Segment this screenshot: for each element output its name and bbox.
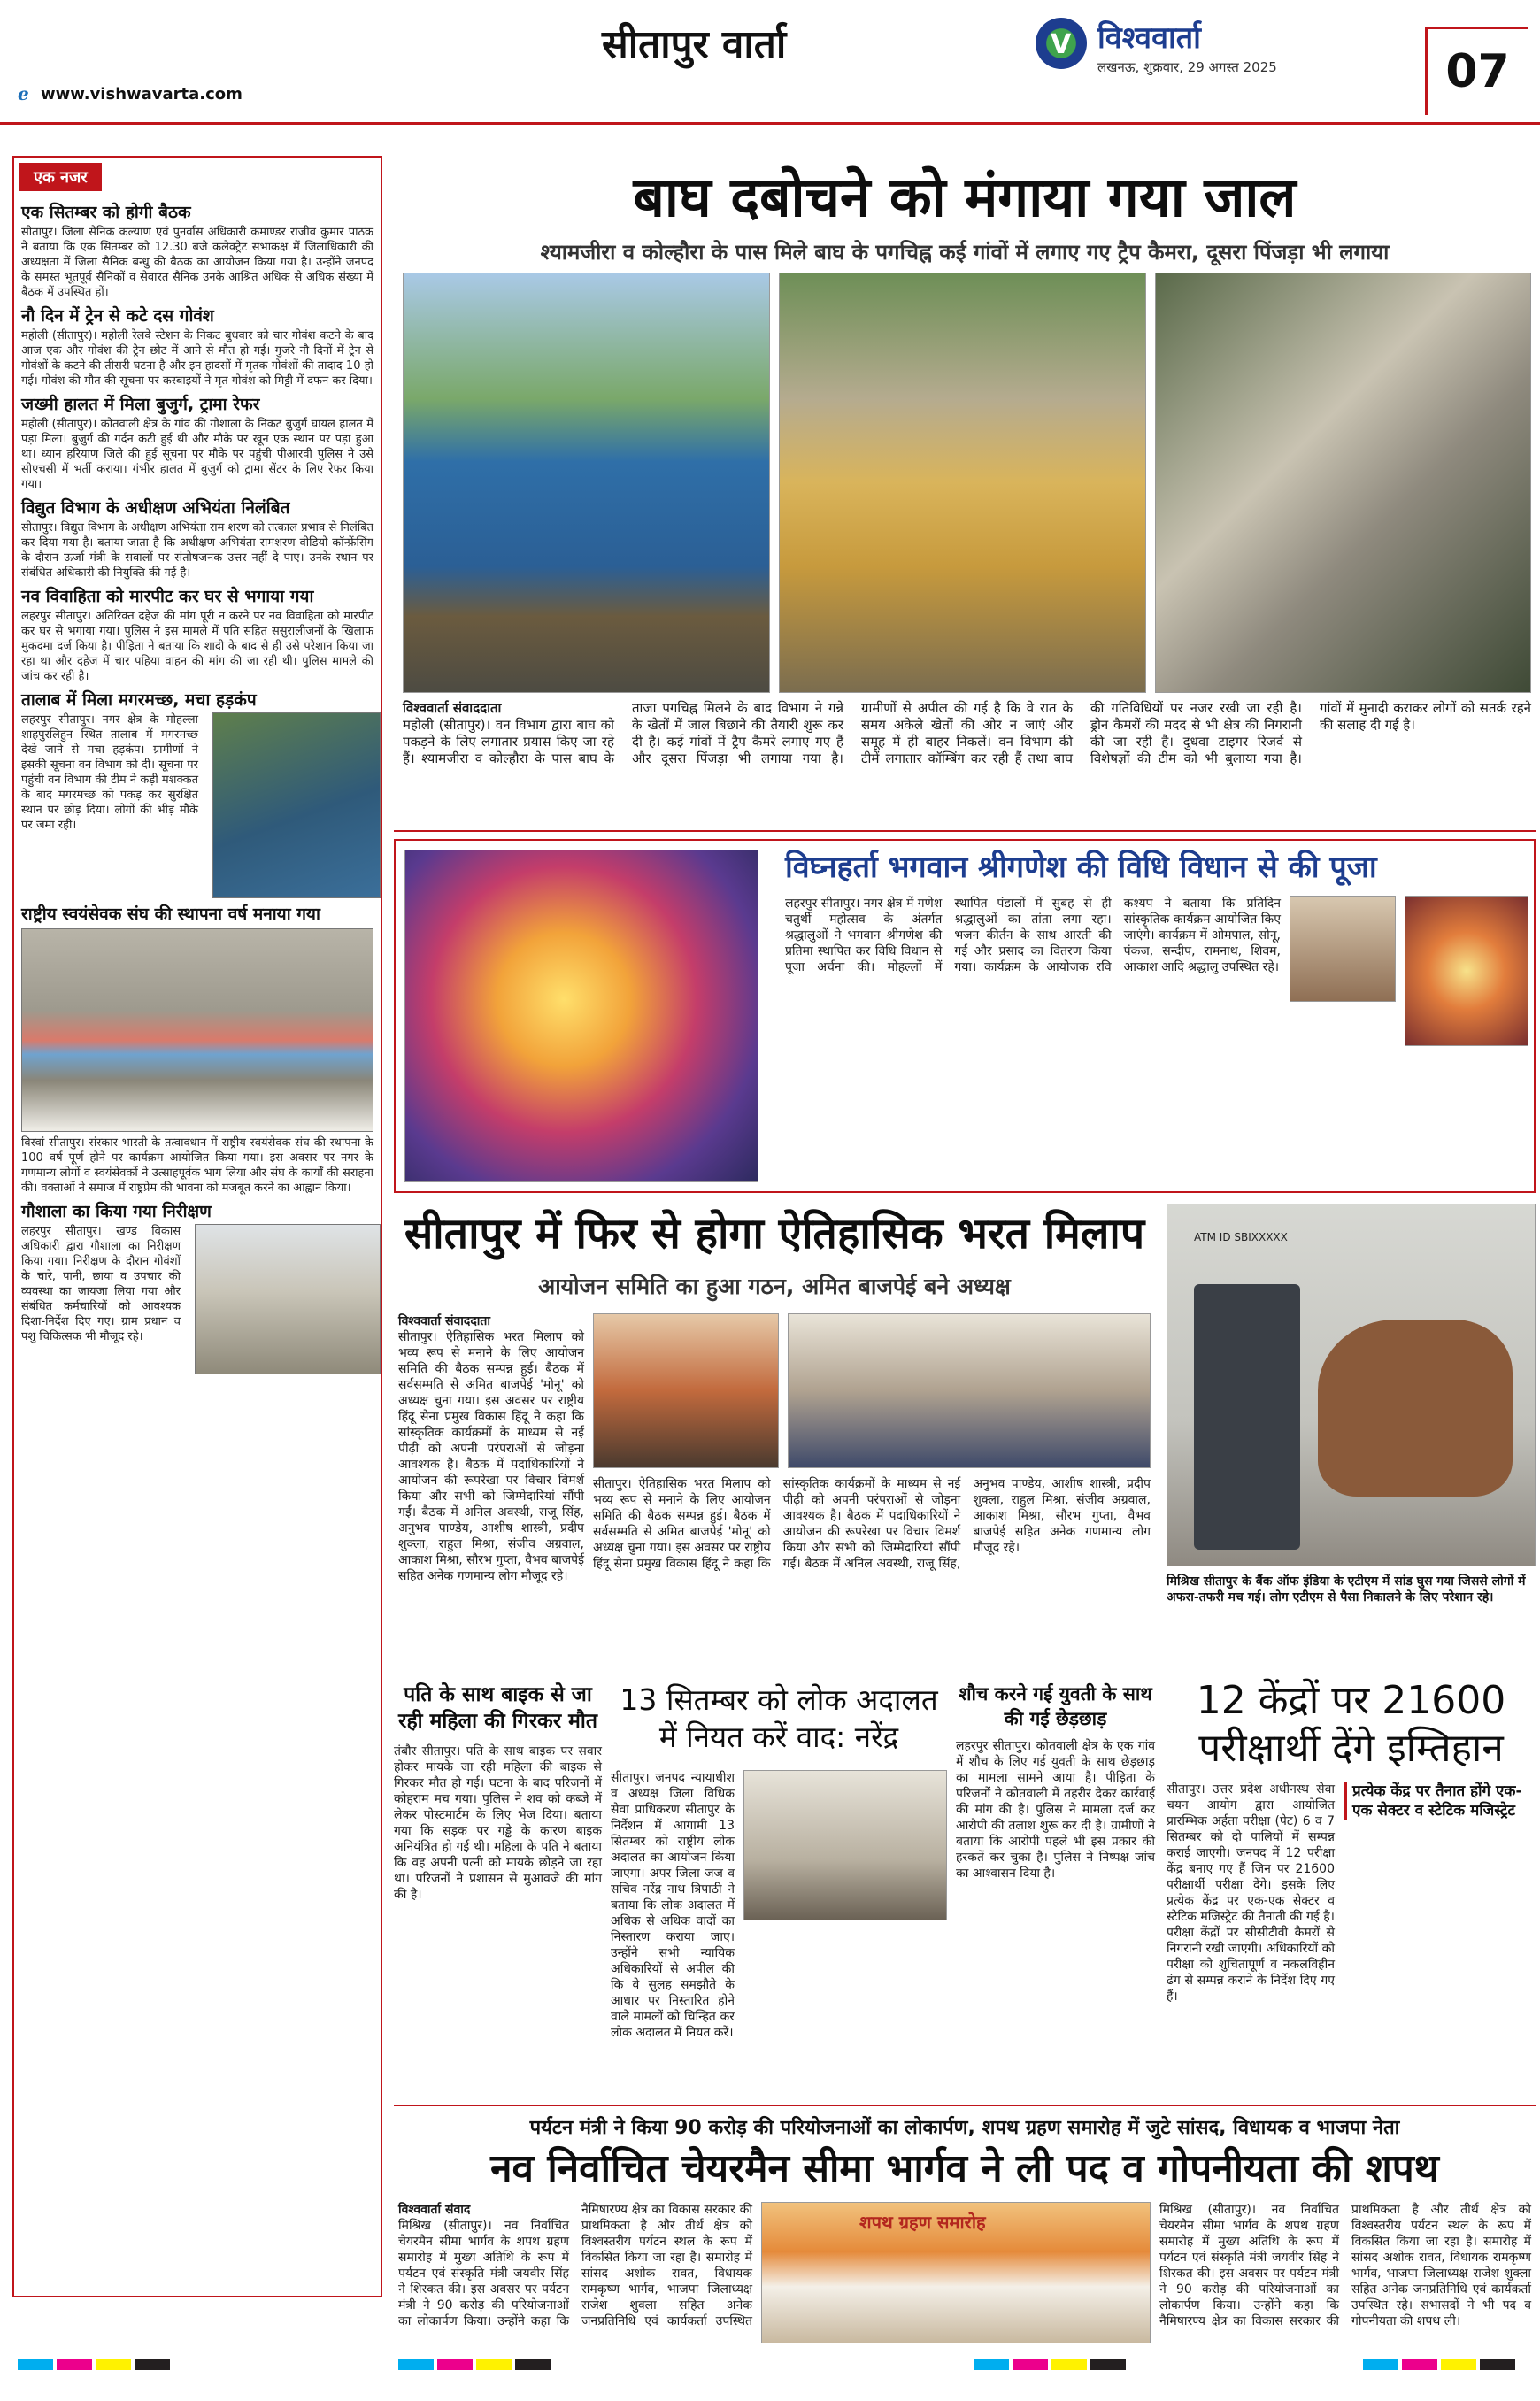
story-body: लहरपुर सीतापुर। कोतवाली क्षेत्र के एक गांव में शौच के लिए गई युवती के साथ छेड़छाड़ का मामला सामने आया है। पीड़िता के परिजनों ने कोतवाली में तहरीर देकर कार्रवाई की मांग की है। पुलिस ने मामला दर्ज कर आरोपी की तलाश शुरू कर दी है। ग्रामीणों ने बताया कि आरोपी पहले भी इस प्रकार की हरकतें कर चुका है। पुलिस ने निष्पक्ष जांच का आश्वासन दिया है। — [956, 1739, 1155, 1881]
brief-body: महोली (सीतापुर)। महोली रेलवे स्टेशन के निकट बुधवार को चार गोवंश कटने के बाद आज एक और गोवंश की ट्रेन छोट में आने से मौत हो गई। गुजरे नौ दिनों में ट्रेन से गोवंशों के कटने की तीसरी घटना है और इन हादसों में मृतक गोवंशों की तादाद 10 हो गई। गोवंश की मौत की सूचना पर कस्बाइयों ने मृत गोवंश को मिट्टी में दफन कर दिया। — [21, 329, 373, 388]
brief-1 — [14, 202, 381, 300]
story-bike-death — [394, 1681, 602, 2097]
oath-ceremony-photo — [761, 2202, 1151, 2343]
story-body-cont: मिश्रिख (सीतापुर)। नव निर्वाचित चेयरमैन सीमा भार्गव के शपथ ग्रहण समारोह में मुख्य अतिथि के रूप में पर्यटन एवं संस्कृति मंत्री जयवीर सिंह ने शिरकत की। इस अवसर पर पर्यटन मंत्री ने 90 करोड़ की परियोजनाओं का लोकार्पण किया। उन्होंने कहा कि नैमिषारण्य क्षेत्र का विकास सरकार की प्राथमिकता है और तीर्थ क्षेत्र को विश्वस्तरीय पर्यटन स्थल के रूप में विकसित किया जा रहा है। समारोह में सांसद अशोक रावत, विधायक रामकृष्ण भार्गव, भाजपा जिलाध्यक्ष राजेश शुक्ला सहित अनेक जनप्रतिनिधि एवं कार्यकर्ता उपस्थित रहे। सभासदों ने भी पद व गोपनीयता की शपथ ली। — [1159, 2203, 1531, 2328]
story-text: महोली (सीतापुर)। वन विभाग द्वारा बाघ को पकड़ने के लिए लगातार प्रयास किए जा रहे हैं। श्यामजीरा व कोल्हौरा के पास बाघ के ताजा पगचिह्न मिलने के बाद विभाग ने गन्ने के खेतों में जाल बिछाने की तैयारी शुरू कर दी है। कई गांवों में ट्रैप कैमरे लगाए गए हैं और दूसरा पिंजड़ा भी लगाया गया है। ग्रामीणों से अपील की गई है कि वे रात के समय अकेले खेतों की ओर न जाएं और समूह में ही बाहर निकलें। वन विभाग की टीमें लगातार कॉम्बिंग कर रही हैं तथा बाघ की गतिविधियों पर नजर रखी जा रही है। ड्रोन कैमरों की मदद से भी क्षेत्र की निगरानी की जा रही है। दुधवा टाइगर रिजर्व से विशेषज्ञों की टीम को भी बुलाया गया है। गांवों में मुनादी कराकर लोगों को सतर्क रहने की सलाह दी गई है। — [403, 700, 1531, 766]
lok-adalat-photo — [743, 1770, 947, 1920]
brief-5 — [14, 586, 381, 684]
brief-headline: एक सितम्बर को होगी बैठक — [21, 203, 191, 222]
brief-body: लहरपुर सीतापुर। नगर क्षेत्र के मोहल्ला शाहपुरलिहुन स्थित तालाब में मगरमच्छ देखे जाने से मचा हड़कंप। ग्रामीणों ने इसकी सूचना वन विभाग को दी। सूचना पर पहुंची वन विभाग की टीम ने कड़ी मशक्कत के बाद मगरमच्छ को पकड़ कर सुरक्षित स्थान पर छोड़ दिया। लोगों की भीड़ मौके पर जमा रही। — [21, 713, 198, 832]
felicitation-photo — [593, 1313, 779, 1468]
story-body: सीतापुर। जनपद न्यायाधीश व अध्यक्ष जिला विधिक सेवा प्राधिकरण सीतापुर के निर्देशन में आगामी 13 सितम्बर को राष्ट्रीय लोक अदालत का आयोजन किया जाएगा। अपर जिला जज व सचिव नरेंद्र नाथ त्रिपाठी ने बताया कि लोक अदालत में अधिक से अधिक वादों का निस्तारण कराया जाए। उन्होंने सभी न्यायिक अधिकारियों से अपील की कि वे सुलह समझौते के आधार पर निस्तारित होने वाले मामलों को चिन्हित कर लोक अदालत में नियत करें। — [611, 1771, 735, 2040]
page-number-box — [1425, 27, 1528, 115]
brief-headline: नौ दिन में ट्रेन से कटे दस गोवंश — [21, 306, 214, 326]
masthead — [0, 0, 1540, 115]
brief-4 — [14, 497, 381, 581]
brief-body: महोली (सीतापुर)। कोतवाली क्षेत्र के गांव की गौशाला के निकट बुजुर्ग घायल हालत में पड़ा मिला। बुजुर्ग की गर्दन कटी हुई थी और मौके पर खून एक स्थान पर पड़ा हुआ था। ध्यान हरियाण जिले की हुई सूचना पर मौके पर पहुंची पीआरवी पुलिस ने उसे सीएचसी में भर्ती कराया। गंभीर हालत में बुजुर्ग को ट्रामा सेंटर के लिए रेफर किया गया। — [21, 418, 373, 491]
brief-body: लहरपुर सीतापुर। खण्ड विकास अधिकारी द्वारा गौशाला का निरीक्षण किया गया। निरीक्षण के दौरान गोवंशों के चारे, पानी, छाया व उपचार की व्यवस्था का जायजा लिया गया और संबंधित कर्मचारियों को आवश्यक दिशा-निर्देश दिए गए। ग्राम प्रधान व पशु चिकित्सक भी मौजूद रहे। — [21, 1225, 181, 1343]
trap-cage-photo — [403, 273, 770, 693]
brief-2 — [14, 305, 381, 389]
story-headline: 12 केंद्रों पर 21600 परीक्षार्थी देंगे इम्तिहान — [1196, 1678, 1506, 1771]
header-rule — [0, 122, 1540, 125]
story-atm — [1167, 1204, 1536, 1664]
brief-7 — [14, 904, 381, 1196]
story-banner: पर्यटन मंत्री ने किया 90 करोड़ की परियोजनाओं का लोकार्पण, शपथ ग्रहण समारोह में जुटे सांसद, विधायक व भाजपा नेता — [529, 2117, 1400, 2139]
story-molestation — [956, 1681, 1155, 2097]
left-label: एक नजर — [19, 163, 102, 191]
story-lok-adalat — [611, 1681, 947, 2097]
color-registration-bar — [0, 2354, 1540, 2375]
brief-body: सीतापुर। विद्युत विभाग के अधीक्षण अभियंता राम शरण को तत्काल प्रभाव से निलंबित कर दिया गया है। बताया जाता है कि अधीक्षण अभियंता रामशरण वीडियो कॉन्फ्रेंसिंग के दौरान ऊर्जा मंत्री के सवालों पर संतोषजनक उत्तर नहीं दे पाए। उनके स्थान पर संबंधित अधिकारी की नियुक्ति की गई है। — [21, 521, 373, 580]
logo-icon — [1036, 18, 1087, 69]
brief-headline: जख्मी हालत में मिला बुजुर्ग, ट्रामा रेफर — [21, 395, 260, 414]
photo-caption: मिश्रिख सीतापुर के बैंक ऑफ इंडिया के एटीएम में सांड घुस गया जिससे लोगों में अफरा-तफरी मच गई। लोग एटीएम से पैसा निकालने के लिए परेशान रहे। — [1167, 1574, 1526, 1605]
rule — [394, 2105, 1536, 2106]
story-body — [398, 2202, 752, 2343]
gaushala-photo — [195, 1224, 381, 1374]
story-text: सीतापुर। ऐतिहासिक भरत मिलाप को भव्य रूप से मनाने के लिए आयोजन समिति की बैठक सम्पन्न हुई। बैठक में सर्वसम्मति से अमित बाजपेई 'मोनू' को अध्यक्ष चुना गया। इस अवसर पर राष्ट्रीय हिंदू सेना प्रमुख विकास हिंदू ने कहा कि सांस्कृतिक कार्यक्रमों के माध्यम से नई पीढ़ी को अपनी परंपराओं से जोड़ना आवश्यक है। बैठक में पदाधिकारियों ने आयोजन की रूपरेखा पर विचार विमर्श किया और सभी को जिम्मेदारियां सौंपी गईं। बैठक में अनिल अवस्थी, राजू सिंह, अनुभव पाण्डेय, आशीष शास्त्री, प्रदीप शुक्ला, राहुल मिश्रा, संजीव अग्रवाल, आकाश मिश्रा, सौरभ गुप्ता, वैभव बाजपेई सहित अनेक गणमान्य लोग मौजूद रहे। — [398, 1330, 584, 1583]
web-icon: ℯ — [18, 83, 29, 104]
story-subhead: श्यामजीरा व कोल्हौरा के पास मिले बाघ के पगचिह्न कई गांवों में लगाए गए ट्रैप कैमरा, दूसरा पिंजड़ा भी लगाया — [540, 240, 1390, 265]
crocodile-photo — [212, 712, 381, 898]
brief-headline: नव विवाहिता को मारपीट कर घर से भगाया गया — [21, 587, 314, 606]
story-body — [398, 1313, 584, 1694]
rule — [394, 830, 1536, 832]
story-byline: विश्ववार्ता संवाददाता — [403, 700, 502, 716]
story-subhead: आयोजन समिति का हुआ गठन, अमित बाजपेई बने अध्यक्ष — [538, 1274, 1011, 1299]
brief-body: सीतापुर। जिला सैनिक कल्याण एवं पुनर्वास अधिकारी कमाण्डर राजीव कुमार पाठक ने बताया कि एक सितम्बर को 12.30 बजे कलेक्ट्रेट सभाकक्ष में जिलाधिकारी की अध्यक्षता में जिला सैनिक बन्धु की बैठक का आयोजन किया गया है। उन्होंने जनपद के समस्त भूतपूर्व सैनिकों व सेवारत सैनिक उनके आश्रित अधिक से अधिक संख्या में बैठक में उपस्थित हों। — [21, 226, 373, 299]
section-title: सीतापुर वार्ता — [602, 22, 787, 67]
story-body — [403, 700, 1531, 820]
devotee-photo — [1290, 896, 1396, 1002]
bull-shape — [1318, 1320, 1513, 1497]
svg-text:V: V — [1051, 29, 1072, 60]
story-body: तंबौर सीतापुर। पति के साथ बाइक पर सवार होकर मायके जा रही महिला की बाइक से गिरकर मौत हो गई। घटना के बाद परिजनों में कोहराम मच गया। पुलिस ने शव को कब्जे में लेकर पोस्टमार्टम के लिए भेज दिया। बताया गया कि सड़क पर गड्ढे के कारण बाइक अनियंत्रित हो गई थी। महिला के पति ने बताया कि वह अपनी पत्नी को मायके छोड़ने जा रहा था। परिजनों ने प्रशासन से मुआवजे की मांग की है। — [394, 1744, 602, 1902]
bull-atm-photo — [1167, 1204, 1536, 1566]
rss-event-photo — [21, 928, 373, 1132]
stage-banner-text: शपथ ग्रहण समारोह — [859, 2212, 986, 2233]
ganesh-idol-photo — [404, 850, 758, 1182]
brief-headline: विद्युत विभाग के अधीक्षण अभियंता निलंबित — [21, 498, 290, 518]
page-number: 07 — [1445, 45, 1510, 98]
story-exam — [1167, 1677, 1536, 2093]
atm-sign: ATM ID SBIXXXXX — [1194, 1231, 1288, 1243]
story-subhead: प्रत्येक केंद्र पर तैनात होंगे एक-एक सेक्टर व स्टेटिक मजिस्ट्रेट — [1344, 1782, 1534, 1820]
left-news-column — [12, 156, 382, 2297]
atm-machine — [1194, 1284, 1300, 1550]
story-body: लहरपुर सीतापुर। नगर क्षेत्र में गणेश चतुर्थी महोत्सव के अंतर्गत श्रद्धालुओं ने भगवान श्रीगणेश की प्रतिमा स्थापित कर विधि विधान से पूजा अर्चना की। मोहल्लों में स्थापित पंडालों में सुबह से ही श्रद्धालुओं का तांता लगा रहा। भजन कीर्तन के साथ आरती की गई और प्रसाद का वितरण किया गया। कार्यक्रम के आयोजक रवि कश्यप ने बताया कि प्रतिदिन सांस्कृतिक कार्यक्रम आयोजित किए जाएंगे। कार्यक्रम में ओमपाल, सोनू, पंकज, सन्दीप, रामनाथ, शिवम, आकाश आदि श्रद्धालु उपस्थित रहे। — [785, 897, 1281, 974]
brief-headline: तालाब में मिला मगरमच्छ, मचा हड़कंप — [21, 690, 257, 710]
website-link[interactable]: www.vishwavarta.com — [41, 85, 243, 104]
meeting-photo-1 — [788, 1313, 1151, 1468]
brief-8 — [14, 1201, 381, 1374]
story-ganesh — [394, 839, 1536, 1193]
story-headline: बाघ दबोचने को मंगाया गया जाल — [633, 165, 1297, 229]
registration-marks-icon — [0, 2354, 1540, 2375]
brief-3 — [14, 394, 381, 492]
story-tiger — [394, 156, 1536, 828]
trap-camera-photo — [1155, 273, 1531, 693]
story-body-cont: सीतापुर। ऐतिहासिक भरत मिलाप को भव्य रूप से मनाने के लिए आयोजन समिति की बैठक सम्पन्न हुई। बैठक में सर्वसम्मति से अमित बाजपेई 'मोनू' को अध्यक्ष चुना गया। इस अवसर पर राष्ट्रीय हिंदू सेना प्रमुख विकास हिंदू ने कहा कि सांस्कृतिक कार्यक्रमों के माध्यम से नई पीढ़ी को अपनी परंपराओं से जोड़ना आवश्यक है। बैठक में पदाधिकारियों ने आयोजन की रूपरेखा पर विचार विमर्श किया और सभी को जिम्मेदारियां सौंपी गईं। बैठक में अनिल अवस्थी, राजू सिंह, अनुभव पाण्डेय, आशीष शास्त्री, प्रदीप शुक्ला, राहुल मिश्रा, संजीव अग्रवाल, आकाश मिश्रा, सौरभ गुप्ता, वैभव बाजपेई सहित अनेक गणमान्य लोग मौजूद रहे। — [593, 1477, 1151, 1571]
paper-name: विश्ववार्ता — [1097, 20, 1201, 56]
brief-headline: राष्ट्रीय स्वयंसेवक संघ की स्थापना वर्ष मनाया गया — [21, 904, 320, 924]
story-headline: शौच करने गई युवती के साथ की गई छेड़छाड़ — [959, 1683, 1152, 1729]
brief-6 — [14, 689, 381, 898]
brief-headline: गौशाला का किया गया निरीक्षण — [21, 1202, 212, 1221]
story-chairman-oath — [394, 2110, 1536, 2349]
ganesh-small-photo — [1405, 896, 1528, 1046]
net-photo — [779, 273, 1146, 693]
brief-body: लहरपुर सीतापुर। अतिरिक्त दहेज की मांग पूरी न करने पर नव विवाहिता को मारपीट कर घर से भगाया गया। पुलिस ने इस मामले में पति सहित ससुरालीजनों के खिलाफ मुकदमा दर्ज किया है। पीड़िता ने बताया कि शादी के बाद से ही उसे परेशान किया जा रहा था और दहेज में चार पहिया वाहन की मांग की जा रही थी। पुलिस मामले की जांच कर रही है। — [21, 610, 373, 683]
story-headline: पति के साथ बाइक से जा रही महिला की गिरकर मौत — [398, 1683, 597, 1733]
story-body: सीतापुर। उत्तर प्रदेश अधीनस्थ सेवा चयन आयोग द्वारा आयोजित प्रारम्भिक अर्हता परीक्षा (पेट) 6 व 7 सितम्बर को दो पालियों में सम्पन्न कराई जाएगी। जनपद में 12 परीक्षा केंद्र बनाए गए हैं जिन पर 21600 परीक्षार्थी परीक्षा देंगे। इसके लिए प्रत्येक केंद्र पर एक-एक सेक्टर व स्टेटिक मजिस्ट्रेट की तैनाती की गई है। परीक्षा केंद्रों पर सीसीटीवी कैमरों से निगरानी रखी जाएगी। अधिकारियों को परीक्षा को शुचितापूर्ण व नकलविहीन ढंग से सम्पन्न कराने के निर्देश दिए गए हैं। — [1167, 1782, 1335, 2004]
story-byline: विश्ववार्ता संवाद — [398, 2203, 471, 2217]
dateline: लखनऊ, शुक्रवार, 29 अगस्त 2025 — [1097, 59, 1277, 75]
story-headline: नव निर्वाचित चेयरमैन सीमा भार्गव ने ली पद व गोपनीयता की शपथ — [490, 2146, 1439, 2191]
story-byline: विश्ववार्ता संवाददाता — [398, 1314, 491, 1328]
story-text: मिश्रिख (सीतापुर)। नव निर्वाचित चेयरमैन सीमा भार्गव के शपथ ग्रहण समारोह में मुख्य अतिथि के रूप में पर्यटन एवं संस्कृति मंत्री जयवीर सिंह ने शिरकत की। इस अवसर पर पर्यटन मंत्री ने 90 करोड़ की परियोजनाओं का लोकार्पण किया। उन्होंने कहा कि नैमिषारण्य क्षेत्र का विकास सरकार की प्राथमिकता है और तीर्थ क्षेत्र को विश्वस्तरीय पर्यटन स्थल के रूप में विकसित किया जा रहा है। समारोह में सांसद अशोक रावत, विधायक रामकृष्ण भार्गव, भाजपा जिलाध्यक्ष राजेश शुक्ला सहित अनेक जनप्रतिनिधि एवं कार्यकर्ता उपस्थित — [398, 2203, 752, 2328]
brief-body: विस्वां सीतापुर। संस्कार भारती के तत्वावधान में राष्ट्रीय स्वयंसेवक संघ की स्थापना के 100 वर्ष पूर्ण होने पर कार्यक्रम आयोजित किया गया। इस अवसर पर नगर के गणमान्य लोगों व स्वयंसेवकों ने उत्साहपूर्वक भाग लिया और संघ के कार्यों की सराहना की। वक्ताओं ने समाज में राष्ट्रप्रेम की भावना को मजबूत करने का आह्वान किया। — [21, 1136, 373, 1195]
story-headline: विघ्नहर्ता भगवान श्रीगणेश की विधि विधान से की पूजा — [785, 850, 1377, 885]
story-headline: सीतापुर में फिर से होगा ऐतिहासिक भरत मिलाप — [404, 1209, 1145, 1258]
story-headline: 13 सितम्बर को लोक अदालत में नियत करें वाद: नरेंद्र — [620, 1682, 938, 1754]
